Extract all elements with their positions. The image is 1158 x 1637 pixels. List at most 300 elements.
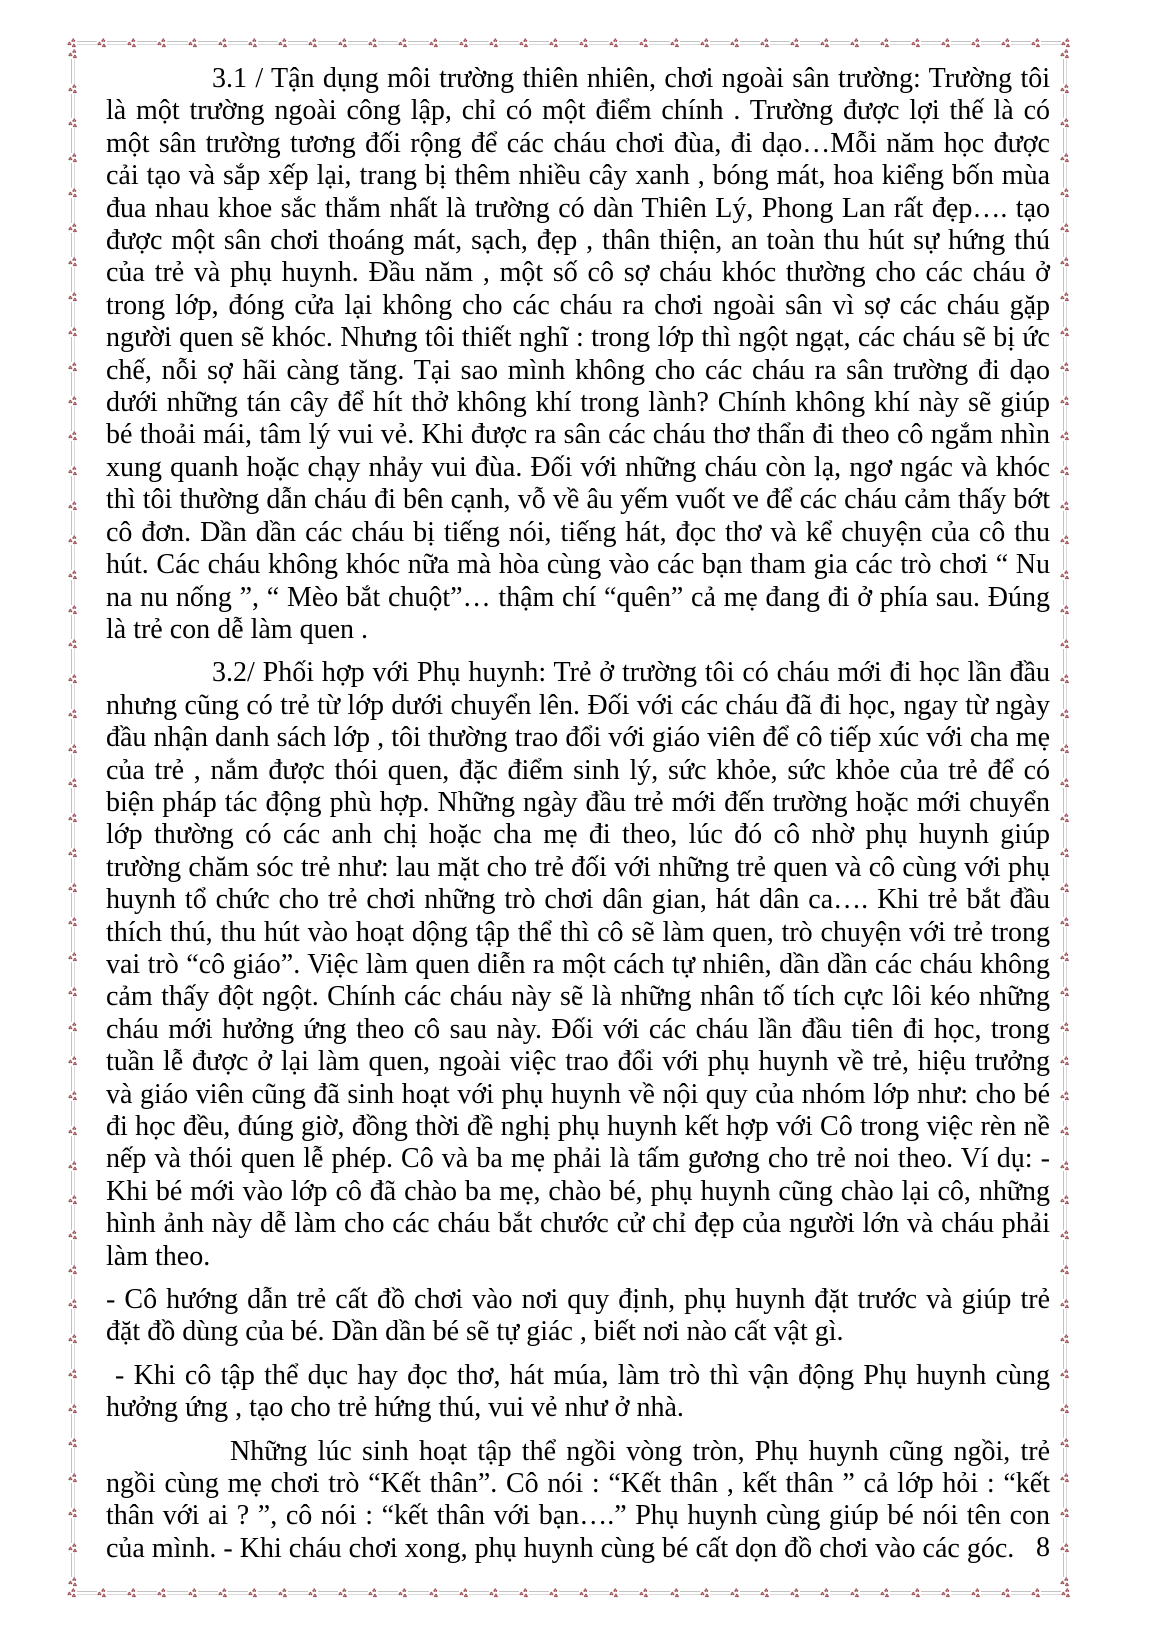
floret-motif-icon — [519, 38, 529, 48]
floret-motif-icon — [218, 38, 228, 48]
floret-motif-icon — [188, 1588, 198, 1598]
floret-motif-icon — [68, 917, 78, 927]
floret-motif-icon — [1060, 1126, 1070, 1136]
border-dash — [649, 41, 669, 45]
floret-motif-icon — [850, 1588, 860, 1598]
border-dash — [71, 754, 75, 779]
border-dash — [228, 1591, 248, 1595]
border-dash — [318, 1591, 338, 1595]
border-dash — [619, 41, 639, 45]
border-dash — [1063, 823, 1067, 848]
floret-motif-icon — [1060, 223, 1070, 233]
border-dash — [71, 1101, 75, 1126]
border-dash — [71, 337, 75, 362]
border-dash — [71, 927, 75, 952]
border-dash — [1063, 1309, 1067, 1334]
border-dash — [107, 1591, 127, 1595]
border-dash — [499, 41, 519, 45]
border-dash — [71, 823, 75, 848]
border-dash — [348, 1591, 368, 1595]
floret-motif-icon — [1060, 744, 1070, 754]
floret-motif-icon — [68, 1230, 78, 1240]
border-dash — [619, 1591, 639, 1595]
floret-motif-icon — [941, 38, 951, 48]
floret-motif-icon — [1001, 38, 1011, 48]
floret-motif-icon — [459, 1588, 469, 1598]
floret-motif-icon — [1060, 1543, 1070, 1553]
border-dash — [1063, 1066, 1067, 1091]
floret-motif-icon — [68, 987, 78, 997]
floret-motif-icon — [338, 1588, 348, 1598]
floret-motif-icon — [820, 1588, 830, 1598]
floret-motif-icon — [1060, 952, 1070, 962]
border-dash — [71, 1414, 75, 1439]
paragraph-exercise-activities: - Khi cô tập thể dục hay đọc thơ, hát múa, làm trò thì vận động Phụ huynh cùng hưởng ứng , tạo cho trẻ hứng thú, vui vẻ như ở nhà. — [106, 1359, 1050, 1424]
decorative-border-right — [1059, 49, 1071, 1587]
border-dash — [649, 1591, 669, 1595]
border-dash — [710, 1591, 730, 1595]
floret-motif-icon — [670, 38, 680, 48]
floret-motif-icon — [1031, 38, 1041, 48]
floret-motif-icon — [68, 952, 78, 962]
floret-motif-icon — [730, 1588, 740, 1598]
floret-motif-icon — [1060, 466, 1070, 476]
floret-motif-icon — [1060, 813, 1070, 823]
border-dash — [770, 41, 790, 45]
border-dash — [77, 41, 97, 45]
border-dash — [77, 1591, 97, 1595]
floret-motif-icon — [68, 883, 78, 893]
decorative-border-left — [67, 49, 79, 1587]
border-dash — [1063, 1448, 1067, 1473]
floret-motif-icon — [549, 38, 559, 48]
floret-motif-icon — [68, 292, 78, 302]
border-dash — [71, 1171, 75, 1196]
border-dash — [1063, 511, 1067, 536]
floret-motif-icon — [68, 535, 78, 545]
floret-motif-icon — [368, 38, 378, 48]
floret-motif-icon — [157, 1588, 167, 1598]
floret-motif-icon — [97, 38, 107, 48]
floret-motif-icon — [1061, 38, 1071, 48]
floret-motif-icon — [1060, 674, 1070, 684]
border-dash — [1063, 94, 1067, 119]
border-dash — [1063, 198, 1067, 223]
border-dash — [71, 1240, 75, 1265]
floret-motif-icon — [609, 1588, 619, 1598]
border-dash — [71, 615, 75, 640]
floret-motif-icon — [1060, 709, 1070, 719]
floret-motif-icon — [850, 38, 860, 48]
border-dash — [1063, 1379, 1067, 1404]
border-dash — [469, 41, 489, 45]
floret-motif-icon — [308, 1588, 318, 1598]
floret-motif-icon — [941, 1588, 951, 1598]
floret-motif-icon — [68, 188, 78, 198]
floret-motif-icon — [1060, 1438, 1070, 1448]
border-dash — [1063, 1205, 1067, 1230]
border-dash — [1063, 1344, 1067, 1369]
floret-motif-icon — [68, 1091, 78, 1101]
floret-motif-icon — [1060, 917, 1070, 927]
floret-motif-icon — [68, 1543, 78, 1553]
decorative-border-top — [67, 37, 1071, 49]
floret-motif-icon — [68, 501, 78, 511]
border-dash — [1063, 1171, 1067, 1196]
floret-motif-icon — [308, 38, 318, 48]
border-dash — [1063, 962, 1067, 987]
border-dash — [71, 1136, 75, 1161]
border-dash — [71, 372, 75, 397]
border-dash — [1063, 927, 1067, 952]
floret-motif-icon — [579, 1588, 589, 1598]
border-dash — [167, 41, 187, 45]
border-dash — [1063, 406, 1067, 431]
document-body — [106, 63, 1050, 1576]
border-dash — [1063, 788, 1067, 813]
border-dash — [71, 163, 75, 188]
border-dash — [1063, 1136, 1067, 1161]
floret-motif-icon — [68, 1299, 78, 1309]
floret-motif-icon — [911, 38, 921, 48]
border-dash — [1063, 1518, 1067, 1543]
floret-motif-icon — [1060, 1230, 1070, 1240]
border-dash — [1063, 649, 1067, 674]
floret-motif-icon — [489, 38, 499, 48]
floret-motif-icon — [1060, 292, 1070, 302]
floret-motif-icon — [1060, 153, 1070, 163]
floret-motif-icon — [1060, 639, 1070, 649]
floret-motif-icon — [97, 1588, 107, 1598]
paragraph-circle-game: Những lúc sinh hoạt tập thể ngồi vòng tròn, Phụ huynh cũng ngồi, trẻ ngồi cùng mẹ chơi trò “Kết thân”. Cô nói : “Kết thân , kết thân ” cả lớp hỏi : “kết thân với ai ? ”, cô nói : “kết thân với bạn….” Phụ huynh cùng giúp bé nói tên con của mình. - Khi cháu chơi xong, phụ huynh cùng bé cất dọn đồ chơi vào các góc. — [106, 1435, 1050, 1564]
border-dash — [830, 41, 850, 45]
border-dash — [71, 1518, 75, 1543]
floret-motif-icon — [639, 38, 649, 48]
floret-motif-icon — [1060, 1299, 1070, 1309]
border-dash — [1063, 337, 1067, 362]
border-dash — [1063, 372, 1067, 397]
floret-motif-icon — [68, 257, 78, 267]
border-dash — [800, 41, 820, 45]
border-dash — [71, 580, 75, 605]
border-dash — [951, 41, 971, 45]
border-dash — [710, 41, 730, 45]
floret-motif-icon — [68, 1577, 78, 1587]
paragraph-toy-storage: - Cô hướng dẫn trẻ cất đồ chơi vào nơi quy định, phụ huynh đặt trước và giúp trẻ đặt đồ dùng của bé. Dần dần bé sẽ tự giác , biết nơi nào cất vật gì. — [106, 1284, 1050, 1348]
floret-motif-icon — [1060, 1091, 1070, 1101]
floret-motif-icon — [579, 38, 589, 48]
border-dash — [981, 1591, 1001, 1595]
border-dash — [921, 1591, 941, 1595]
floret-motif-icon — [1060, 570, 1070, 580]
border-dash — [167, 1591, 187, 1595]
border-dash — [860, 1591, 880, 1595]
floret-motif-icon — [1060, 778, 1070, 788]
border-dash — [71, 198, 75, 223]
border-dash — [258, 1591, 278, 1595]
border-dash — [1063, 128, 1067, 153]
border-dash — [1063, 1240, 1067, 1265]
floret-motif-icon — [1060, 987, 1070, 997]
border-dash — [71, 545, 75, 570]
border-dash — [680, 41, 700, 45]
border-dash — [71, 267, 75, 292]
floret-motif-icon — [519, 1588, 529, 1598]
border-dash — [951, 1591, 971, 1595]
floret-motif-icon — [68, 431, 78, 441]
floret-motif-icon — [68, 709, 78, 719]
border-dash — [71, 511, 75, 536]
border-dash — [71, 962, 75, 987]
floret-motif-icon — [68, 1404, 78, 1414]
border-dash — [71, 233, 75, 258]
floret-motif-icon — [700, 38, 710, 48]
border-dash — [71, 1379, 75, 1404]
floret-motif-icon — [67, 38, 77, 48]
border-dash — [198, 1591, 218, 1595]
border-dash — [1063, 1101, 1067, 1126]
floret-motif-icon — [68, 1369, 78, 1379]
border-dash — [529, 1591, 549, 1595]
border-dash — [680, 1591, 700, 1595]
border-dash — [71, 476, 75, 501]
floret-motif-icon — [398, 38, 408, 48]
floret-motif-icon — [760, 1588, 770, 1598]
border-dash — [921, 41, 941, 45]
floret-motif-icon — [549, 1588, 559, 1598]
floret-motif-icon — [609, 38, 619, 48]
border-dash — [830, 1591, 850, 1595]
floret-motif-icon — [67, 1588, 77, 1598]
floret-motif-icon — [1060, 118, 1070, 128]
border-dash — [107, 41, 127, 45]
border-dash — [1011, 41, 1031, 45]
border-dash — [1063, 302, 1067, 327]
floret-motif-icon — [1060, 431, 1070, 441]
border-dash — [740, 1591, 760, 1595]
floret-motif-icon — [790, 38, 800, 48]
border-dash — [589, 1591, 609, 1595]
border-dash — [71, 1275, 75, 1300]
floret-motif-icon — [68, 223, 78, 233]
border-dash — [499, 1591, 519, 1595]
border-dash — [1063, 1414, 1067, 1439]
floret-motif-icon — [1060, 396, 1070, 406]
floret-motif-icon — [68, 848, 78, 858]
floret-motif-icon — [820, 38, 830, 48]
border-dash — [258, 41, 278, 45]
floret-motif-icon — [670, 1588, 680, 1598]
floret-motif-icon — [68, 153, 78, 163]
border-dash — [137, 1591, 157, 1595]
floret-motif-icon — [880, 1588, 890, 1598]
floret-motif-icon — [68, 605, 78, 615]
border-dash — [408, 1591, 428, 1595]
floret-motif-icon — [1060, 1334, 1070, 1344]
border-dash — [288, 41, 308, 45]
border-dash — [740, 41, 760, 45]
floret-motif-icon — [760, 38, 770, 48]
border-dash — [1063, 267, 1067, 292]
floret-motif-icon — [429, 38, 439, 48]
floret-motif-icon — [1060, 883, 1070, 893]
floret-motif-icon — [1060, 84, 1070, 94]
border-dash — [439, 41, 459, 45]
page-number: 8 — [1036, 1532, 1050, 1563]
border-dash — [1063, 59, 1067, 84]
border-dash — [318, 41, 338, 45]
floret-motif-icon — [1060, 1161, 1070, 1171]
border-dash — [1063, 163, 1067, 188]
border-dash — [71, 893, 75, 918]
floret-motif-icon — [248, 38, 258, 48]
floret-motif-icon — [68, 1334, 78, 1344]
floret-motif-icon — [188, 38, 198, 48]
border-dash — [71, 59, 75, 84]
floret-motif-icon — [368, 1588, 378, 1598]
border-dash — [1063, 858, 1067, 883]
border-dash — [1063, 997, 1067, 1022]
floret-motif-icon — [278, 1588, 288, 1598]
paragraph-3-1-outdoor-play: 3.1 / Tận dụng môi trường thiên nhiên, chơi ngoài sân trường: Trường tôi là một trường ngoài công lập, chỉ có một điểm chính . Trường được lợi thế là có một sân trường tương đối rộng để các cháu chơi đùa, đi dạo…Mỗi năm học được cải tạo và sắp xếp lại, trang bị thêm nhiều cây xanh , bóng mát, hoa kiểng bốn mùa đua nhau khoe sắc thắm nhất là trường có dàn Thiên Lý, Phong Lan rất đẹp…. tạo được một sân chơi thoáng mát, sạch, đẹp , thân thiện, an toàn thu hút sự hứng thú của trẻ và phụ huynh. Đầu năm , một số cô sợ cháu khóc thường cho các cháu ở trong lớp, đóng cửa lại không cho các cháu ra chơi ngoài sân vì sợ các cháu gặp người quen sẽ khóc. Nhưng tôi thiết nghĩ : trong lớp thì ngột ngạt, các cháu sẽ bị ức chế, nỗi sợ hãi càng tăng. Tại sao mình không cho các cháu ra sân trường đi dạo dưới những tán cây để hít thở không khí trong lành? Chính không khí này sẽ giúp bé thoải mái, tâm lý vui vẻ. Khi được ra sân các cháu thơ thẩn đi theo cô ngắm nhìn xung quanh hoặc chạy nhảy vui đùa. Đối với những cháu còn lạ, ngơ ngác và khóc thì tôi thường dẫn cháu đi bên cạnh, vỗ về âu yếm vuốt ve để các cháu cảm thấy bớt cô đơn. Dần dần các cháu bị tiếng nói, tiếng hát, đọc thơ và kể chuyện của cô thu hút. Các cháu không khóc nữa mà hòa cùng vào các bạn tham gia các trò chơi “ Nu na nu nống ”, “ Mèo bắt chuột”… thậm chí “quên” cả mẹ đang đi ở phía sau. Đúng là trẻ con dễ làm quen . — [106, 63, 1050, 645]
floret-motif-icon — [971, 1588, 981, 1598]
floret-motif-icon — [68, 466, 78, 476]
border-dash — [800, 1591, 820, 1595]
floret-motif-icon — [1001, 1588, 1011, 1598]
border-dash — [228, 41, 248, 45]
floret-motif-icon — [68, 778, 78, 788]
floret-motif-icon — [127, 1588, 137, 1598]
floret-motif-icon — [127, 38, 137, 48]
floret-motif-icon — [398, 1588, 408, 1598]
floret-motif-icon — [1060, 535, 1070, 545]
floret-motif-icon — [1060, 188, 1070, 198]
border-dash — [1063, 719, 1067, 744]
border-dash — [439, 1591, 459, 1595]
floret-motif-icon — [971, 38, 981, 48]
floret-motif-icon — [1060, 257, 1070, 267]
border-dash — [1063, 1553, 1067, 1578]
floret-motif-icon — [68, 1195, 78, 1205]
floret-motif-icon — [157, 38, 167, 48]
border-dash — [1041, 41, 1061, 45]
border-dash — [198, 41, 218, 45]
floret-motif-icon — [730, 38, 740, 48]
floret-motif-icon — [1060, 1195, 1070, 1205]
border-dash — [1063, 684, 1067, 709]
border-dash — [71, 1448, 75, 1473]
border-dash — [71, 719, 75, 744]
floret-motif-icon — [1060, 1473, 1070, 1483]
floret-motif-icon — [218, 1588, 228, 1598]
floret-motif-icon — [68, 1473, 78, 1483]
border-dash — [1063, 1275, 1067, 1300]
floret-motif-icon — [248, 1588, 258, 1598]
border-dash — [1063, 893, 1067, 918]
floret-motif-icon — [1060, 605, 1070, 615]
floret-motif-icon — [68, 570, 78, 580]
floret-motif-icon — [1060, 1056, 1070, 1066]
border-dash — [71, 302, 75, 327]
floret-motif-icon — [489, 1588, 499, 1598]
border-dash — [890, 1591, 910, 1595]
floret-motif-icon — [68, 362, 78, 372]
floret-motif-icon — [1060, 1265, 1070, 1275]
border-dash — [71, 1066, 75, 1091]
floret-motif-icon — [68, 1438, 78, 1448]
floret-motif-icon — [429, 1588, 439, 1598]
border-dash — [71, 684, 75, 709]
border-dash — [71, 1553, 75, 1578]
floret-motif-icon — [68, 1126, 78, 1136]
floret-motif-icon — [68, 744, 78, 754]
floret-motif-icon — [1060, 362, 1070, 372]
floret-motif-icon — [68, 396, 78, 406]
floret-motif-icon — [1060, 501, 1070, 511]
floret-motif-icon — [1060, 1508, 1070, 1518]
border-dash — [71, 1309, 75, 1334]
border-dash — [1063, 1032, 1067, 1057]
border-dash — [559, 41, 579, 45]
floret-motif-icon — [68, 1508, 78, 1518]
floret-motif-icon — [1060, 848, 1070, 858]
border-dash — [1063, 476, 1067, 501]
border-dash — [137, 41, 157, 45]
paragraph-3-2-parent-coordination: 3.2/ Phối hợp với Phụ huynh: Trẻ ở trường tôi có cháu mới đi học lần đầu nhưng cũng có trẻ từ lớp dưới chuyển lên. Đối với các cháu đã đi học, ngay từ ngày đầu nhận danh sách lớp , tôi thường trao đổi với giáo viên để cô tiếp xúc với cha mẹ của trẻ , nắm được thói quen, đặc điểm sinh lý, sức khỏe, sức khỏe của trẻ để có biện pháp tác động phù hợp. Những ngày đầu trẻ mới đến trường hoặc mới chuyển lớp thường có các anh chị hoặc cha mẹ đi theo, lúc đó cô nhờ phụ huynh giúp trường chăm sóc trẻ như: lau mặt cho trẻ đối với những trẻ quen và cô cùng với phụ huynh tổ chức cho trẻ chơi những trò chơi dân gian, hát dân ca…. Khi trẻ bắt đầu thích thú, thu hút vào hoạt dộng tập thể thì cô sẽ làm quen, trò chuyện với trẻ trong vai trò “cô giáo”. Việc làm quen diễn ra một cách tự nhiên, dần dần các cháu không cảm thấy đột ngột. Chính các cháu này sẽ là những nhân tố tích cực lôi kéo những cháu mới hưởng ứng theo cô sau này. Đối với các cháu lần đầu tiên đi học, trong tuần lễ được ở lại làm quen, ngoài việc trao đổi với phụ huynh về trẻ, hiệu trưởng và giáo viên cũng đã sinh hoạt với phụ huynh về nội quy của nhóm lớp như: cho bé đi học đều, đúng giờ, đồng thời đề nghị phụ huynh kết hợp với Cô trong việc rèn nề nếp và thói quen lễ phép. Cô và ba mẹ phải là tấm gương cho trẻ noi theo. Ví dụ: - Khi bé mới vào lớp cô đã chào ba mẹ, chào bé, phụ huynh cũng chào lại cô, những hình ảnh này dễ làm cho các cháu bắt chước cử chỉ đẹp của người lớn và cháu phải làm theo. — [106, 657, 1050, 1272]
border-dash — [71, 406, 75, 431]
border-dash — [589, 41, 609, 45]
border-dash — [71, 858, 75, 883]
border-dash — [529, 41, 549, 45]
border-dash — [348, 41, 368, 45]
border-dash — [71, 788, 75, 813]
border-dash — [1063, 754, 1067, 779]
border-dash — [1063, 441, 1067, 466]
floret-motif-icon — [68, 84, 78, 94]
decorative-border-bottom — [67, 1587, 1071, 1599]
border-dash — [71, 997, 75, 1022]
border-dash — [378, 1591, 398, 1595]
floret-motif-icon — [68, 118, 78, 128]
floret-motif-icon — [68, 639, 78, 649]
floret-motif-icon — [68, 1056, 78, 1066]
floret-motif-icon — [1060, 49, 1070, 59]
border-dash — [559, 1591, 579, 1595]
floret-motif-icon — [700, 1588, 710, 1598]
floret-motif-icon — [68, 327, 78, 337]
border-dash — [408, 41, 428, 45]
floret-motif-icon — [68, 674, 78, 684]
border-dash — [1011, 1591, 1031, 1595]
floret-motif-icon — [911, 1588, 921, 1598]
border-dash — [1063, 1483, 1067, 1508]
border-dash — [860, 41, 880, 45]
border-dash — [71, 649, 75, 674]
floret-motif-icon — [278, 38, 288, 48]
border-dash — [890, 41, 910, 45]
border-dash — [71, 441, 75, 466]
border-dash — [71, 128, 75, 153]
border-dash — [1063, 615, 1067, 640]
floret-motif-icon — [68, 1265, 78, 1275]
floret-motif-icon — [1060, 1404, 1070, 1414]
border-dash — [71, 1032, 75, 1057]
floret-motif-icon — [1060, 1577, 1070, 1587]
border-dash — [71, 1344, 75, 1369]
floret-motif-icon — [880, 38, 890, 48]
floret-motif-icon — [68, 1161, 78, 1171]
border-dash — [1041, 1591, 1061, 1595]
